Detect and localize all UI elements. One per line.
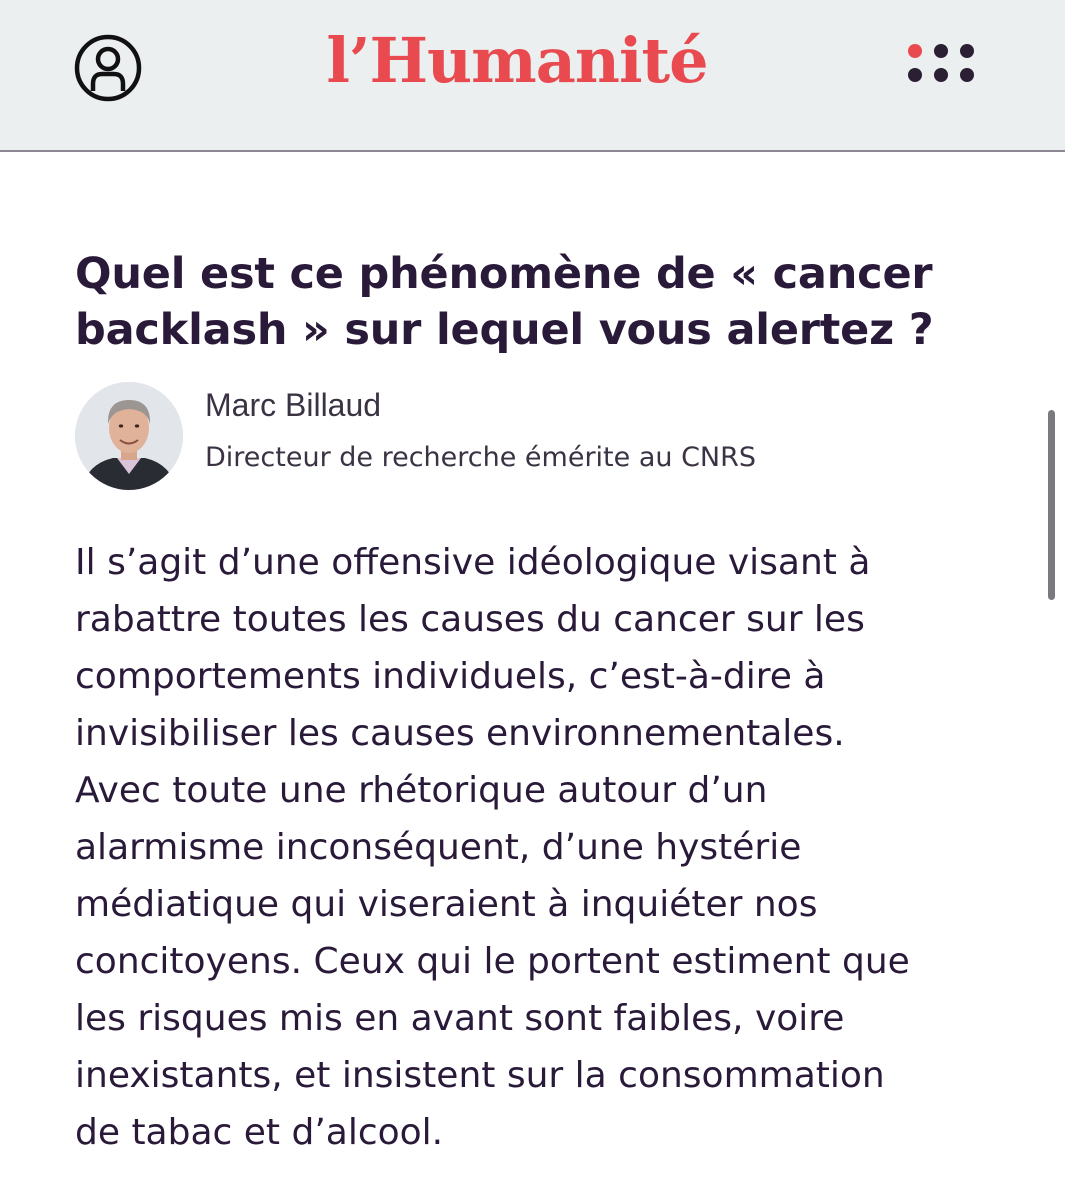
author-avatar: [75, 382, 183, 490]
site-header: [0, 0, 1065, 152]
interview-answer: [75, 534, 1015, 1161]
answer-line: inexistants, et insistent sur la consommation: [75, 1055, 885, 1096]
question-line: backlash » sur lequel vous alertez ?: [75, 305, 934, 355]
interview-question: [75, 246, 1005, 358]
answer-line: de tabac et d’alcool.: [75, 1112, 444, 1153]
answer-line: Il s’agit d’une offensive idéologique visant à: [75, 542, 871, 583]
answer-line: médiatique qui viseraient à inquiéter nos: [75, 884, 818, 925]
menu-button[interactable]: [900, 36, 988, 96]
author-name[interactable]: Marc Billaud: [205, 387, 382, 423]
answer-line: invisibiliser les causes environnementales.: [75, 713, 845, 754]
author-role: Directeur de recherche émérite au CNRS: [205, 442, 757, 473]
account-button[interactable]: [72, 32, 144, 104]
answer-line: les risques mis en avant sont faibles, voire: [75, 998, 845, 1039]
answer-line: comportements individuels, c’est-à-dire à: [75, 656, 826, 697]
question-line: Quel est ce phénomène de « cancer: [75, 249, 933, 299]
answer-line: Avec toute une rhétorique autour d’un: [75, 770, 768, 811]
answer-line: alarmisme inconséquent, d’une hystérie: [75, 827, 802, 868]
site-logo[interactable]: l’Humanité: [326, 23, 708, 97]
scrollbar-thumb[interactable]: [1048, 410, 1055, 600]
user-circle-icon: [72, 32, 144, 104]
answer-line: rabattre toutes les causes du cancer sur les: [75, 599, 865, 640]
answer-line: concitoyens. Ceux qui le portent estiment que: [75, 941, 910, 982]
author-block: [75, 382, 975, 494]
